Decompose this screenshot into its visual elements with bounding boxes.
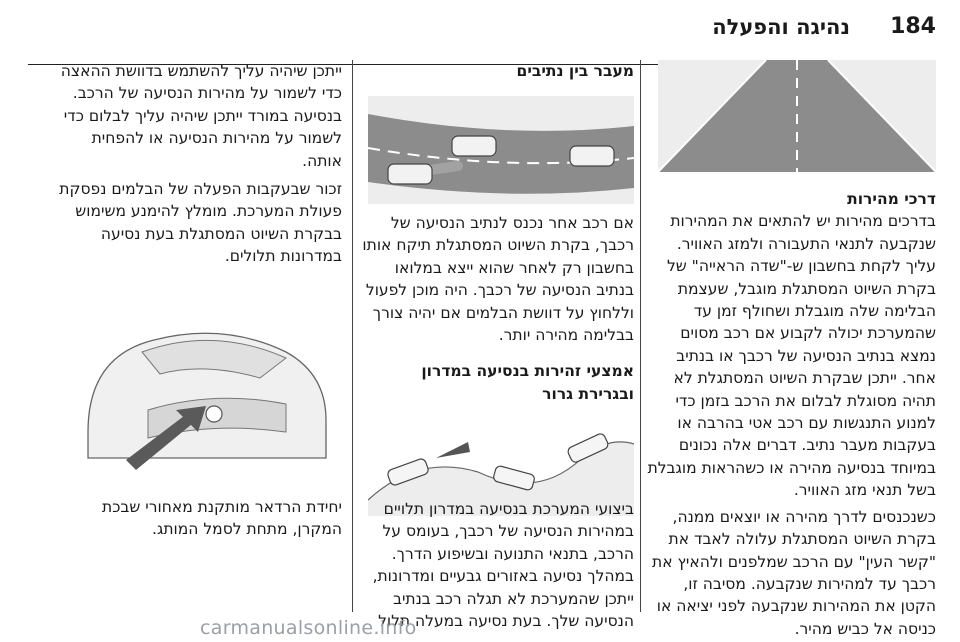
section-heading-slopes-towing: אמצעי זהירות בנסיעה במדרון ובגרירת גרור bbox=[421, 362, 634, 403]
highway-figure bbox=[658, 60, 936, 172]
page-header bbox=[0, 14, 960, 54]
chapter-title: נהיגה והפעלה bbox=[712, 15, 850, 39]
section-heading-highways: דרכי מהירות bbox=[847, 190, 936, 208]
brake-note-paragraph: זכור שבעקבות הפעלה של הבלמים נפסקת פעולת המערכת. מומלץ להימנע משימוש בבקרת השיוט המסתגלת בעת נסיעה במדרונות תלולים. bbox=[59, 180, 342, 266]
watermark: carmanualsonline.info bbox=[200, 617, 417, 639]
column-divider bbox=[352, 60, 353, 612]
section-heading-lane-change: מעבר בין נתיבים bbox=[516, 62, 634, 80]
right-column bbox=[646, 60, 936, 638]
slopes-continued-paragraph: ייתכן שיהיה עליך להשתמש בדוושת ההאצה כדי לשמור על מהירות הנסיעה של הרכב. בנסיעה במורד ייתכן שיהיה עליך לבלום כדי לשמור על מהירות הנסיעה או להפחית אותה. bbox=[60, 62, 342, 170]
highways-paragraph-2: כשנכנסים לדרך מהירה או יוצאים ממנה, בקרת השיוט המסתגלת עלולה לאבד את "קשר העין" עם הרכב שמלפנים ולהאיץ את רכבך עד למהירות שנקבעה. מסיבה זו, הקטן את המהירות שנקבעה לפני יציאה או כניסה אל כביש מהיר. bbox=[652, 507, 936, 638]
column-divider bbox=[640, 60, 641, 612]
left-column bbox=[52, 60, 342, 616]
page-number: 184 bbox=[890, 14, 936, 39]
lane-change-figure bbox=[368, 96, 634, 204]
lane-change-paragraph: אם רכב אחר נכנס לנתיב הנסיעה של רכבך, בקרת השיוט המסתגלת תיקח אותו בחשבון רק לאחר שהוא ייצא במלואו בנתיב הנסיעה של רכבך. היה מוכן לפעול וללחוץ על דוושת הבלמים אם יהיה צורך בבלימה מהירה יותר. bbox=[362, 214, 634, 345]
middle-column bbox=[362, 60, 634, 631]
highways-paragraph-1: בדרכים מהירות יש להתאים את המהירות שנקבעה לתנאי התעבורה ולמזג האוויר. עליך לקחת בחשבון ש-"שדה הראייה" של בקרת השיוט המסתגלת מוגבל, שעצמת הבלימה שלה מוגבלת ושחולף זמן עד שהמערכת יכולה לקבוע אם רכב מסוים נמצא בנתיב הנסיעה של רכבך או בנתיב אחר. ייתכן שבקרת השיוט המסתגלת לא תהיה מסוגלת לבלום את הרכב בזמן כדי למנוע התנגשות עם רכב אטי בהרבה או בעקבות מעבר נתיב. דברים אלה נכונים במיוחד בנסיעה מהירה או כשהראות מוגבלת בשל תנאי מזג האוויר. bbox=[647, 212, 936, 500]
radar-unit-figure bbox=[64, 282, 342, 482]
slopes-paragraph: ביצועי המערכת בנסיעה במדרון תלויים במהירות הנסיעה של רכבך, בעומס על הרכב, בתנאי התנועה ובשיפוע הדרך. במהלך נסיעה באזורים גבעיים ומדרונות, ייתכן שהמערכת לא תגלה רכב בנתיב הנסיעה שלך. בעת נסיעה במעלה תלול bbox=[372, 500, 634, 631]
radar-caption: יחידת הרדאר מותקנת מאחורי שבכת המקרן, מתחת לסמל המותג. bbox=[102, 498, 342, 539]
